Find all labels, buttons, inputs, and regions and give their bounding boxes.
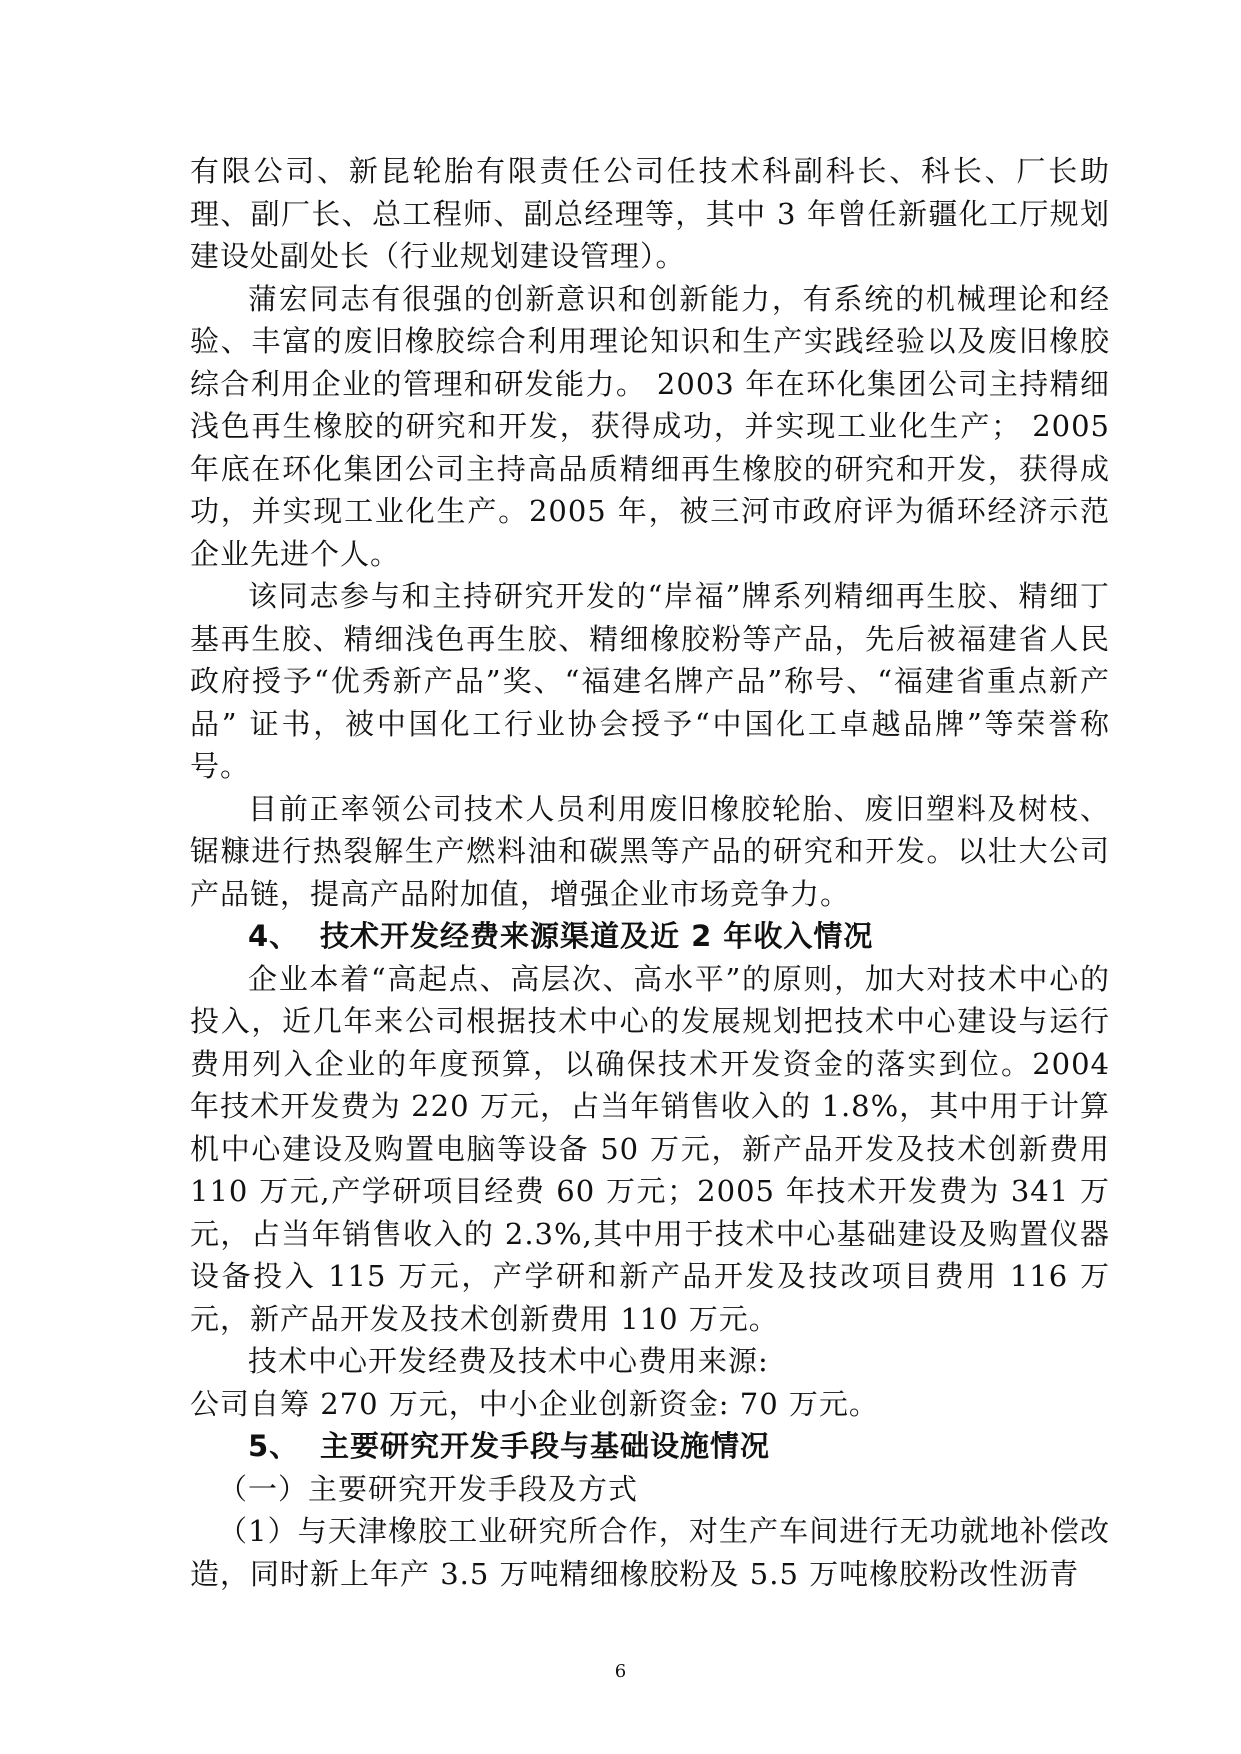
- paragraph-funding: 企业本着“高起点、高层次、高水平”的原则，加大对技术中心的投入，近几年来公司根据技术中心的发展规划把技术中心建设与运行费用列入企业的年度预算，以确保技术开发资金的落实到位。2004 年技术开发费为 220 万元，占当年销售收入的 1.8%，其中用于计算机中心建设及购置电脑等设备 50 万元，新产品开发及技术创新费用110 万元,产学研项目经费 60 万元；2005 年技术开发费为 341 万元，占当年销售收入的 2.3%,其中用于技术中心基础建设及购置仪器设备投入 115 万元，产学研和新产品开发及技改项目费用 116 万元，新产品开发及技术创新费用 110 万元。: [190, 961, 1110, 1336]
- paragraph-funding-source-label: 技术中心开发经费及技术中心费用来源:: [248, 1344, 769, 1378]
- paragraph-cooperation: （1）与天津橡胶工业研究所合作，对生产车间进行无功就地补偿改造，同时新上年产 3.5 万吨精细橡胶粉及 5.5 万吨橡胶粉改性沥青: [190, 1514, 1110, 1591]
- paragraph-funding-source: 公司自筹 270 万元，中小企业创新资金: 70 万元。: [190, 1386, 879, 1421]
- paragraph-innovation: 蒲宏同志有很强的创新意识和创新能力，有系统的机械理论和经验、丰富的废旧橡胶综合利用理论知识和生产实践经验以及废旧橡胶综合利用企业的管理和研发能力。 2003 年在环化集团公司主持精细浅色再生橡胶的研究和开发，获得成功，并实现工业化生产； 2005 年底在环化集团公司主持高品质精细再生橡胶的研究和开发，获得成功，并实现工业化生产。2005 年，被三河市政府评为循环经济示范企业先进个人。: [190, 281, 1110, 571]
- section-title: 技术开发经费来源渠道及近 2 年收入情况: [320, 919, 874, 953]
- page-number: 6: [614, 1661, 627, 1682]
- paragraph-current-work: 目前正率领公司技术人员利用废旧橡胶轮胎、废旧塑料及树枝、锯糠进行热裂解生产燃料油和碳黑等产品的研究和开发。以壮大公司产品链，提高产品附加值，增强企业市场竞争力。: [190, 791, 1110, 911]
- section-number: 5、: [248, 1429, 300, 1463]
- paragraph-products: 该同志参与和主持研究开发的“岸福”牌系列精细再生胶、精细丁基再生胶、精细浅色再生胶、精细橡胶粉等产品，先后被福建省人民政府授予“优秀新产品”奖、“福建名牌产品”称号、“福建省重点新产品” 证书，被中国化工行业协会授予“中国化工卓越品牌”等荣誉称号。: [190, 579, 1110, 783]
- document-body: [190, 150, 1110, 1595]
- section-heading-4: [190, 915, 1110, 958]
- section-title: 主要研究开发手段与基础设施情况: [320, 1429, 771, 1463]
- paragraph-career: 有限公司、新昆轮胎有限责任公司任技术科副科长、科长、厂长助理、副厂长、总工程师、副总经理等，其中 3 年曾任新疆化工厅规划建设处副处长（行业规划建设管理）。: [190, 154, 1110, 273]
- subsection-heading: （一）主要研究开发手段及方式: [218, 1471, 639, 1506]
- section-number: 4、: [248, 919, 300, 953]
- section-heading-5: [190, 1425, 1110, 1468]
